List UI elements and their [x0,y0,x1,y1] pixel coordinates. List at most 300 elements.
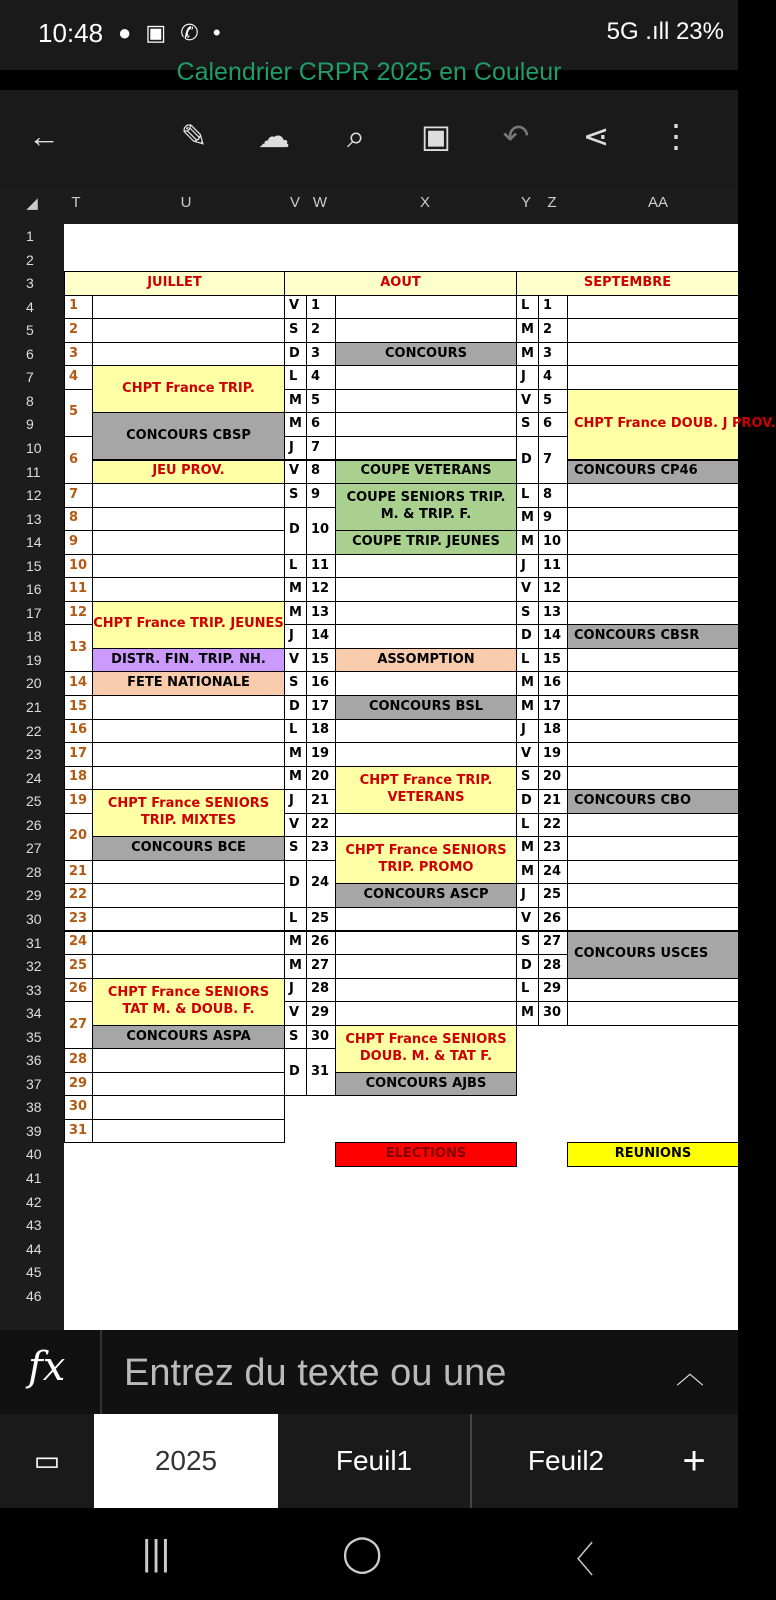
aout-day-number[interactable]: 27 [306,954,336,979]
cell[interactable] [92,295,285,320]
juillet-day-number[interactable]: 25 [64,954,93,979]
juillet-day-number[interactable]: 26 [64,978,93,1003]
row-header[interactable]: 6 [26,345,34,362]
septembre-weekday[interactable]: L [516,648,539,673]
juillet-day-number[interactable]: 14 [64,671,93,696]
juillet-day-number[interactable]: 2 [64,318,93,343]
cell[interactable] [567,554,739,579]
cell[interactable] [567,483,739,508]
septembre-day-number[interactable]: 6 [538,412,568,437]
juillet-day-number[interactable]: 19 [64,789,93,814]
column-header-t[interactable]: T [71,194,81,211]
tab-feuil2[interactable]: Feuil2 [527,1445,605,1476]
juillet-day-number[interactable]: 18 [64,766,93,791]
aout-event[interactable]: CONCOURS AJBS [335,1072,517,1097]
aout-day-number[interactable]: 31 [306,1048,336,1096]
search-icon[interactable]: ⌕ [347,118,365,154]
juillet-day-number[interactable]: 24 [64,931,93,956]
septembre-weekday[interactable]: L [516,978,539,1003]
septembre-day-number[interactable]: 13 [538,601,568,626]
cell[interactable] [567,342,739,367]
aout-weekday[interactable]: V [284,460,307,485]
aout-day-number[interactable]: 15 [306,648,336,673]
column-header-v[interactable]: V [289,194,300,211]
septembre-day-number[interactable]: 5 [538,389,568,414]
septembre-day-number[interactable]: 26 [538,907,568,932]
sheets-list-icon[interactable]: ▭ [33,1445,61,1476]
cell[interactable] [92,860,285,885]
row-header[interactable]: 28 [26,863,42,880]
aout-weekday[interactable]: M [284,931,307,956]
aout-day-number[interactable]: 12 [306,577,336,602]
cell[interactable] [92,742,285,767]
septembre-weekday[interactable]: M [516,507,539,532]
cell[interactable] [92,931,285,956]
aout-weekday[interactable]: J [284,978,307,1003]
cell[interactable] [335,365,517,390]
row-header[interactable]: 10 [26,439,42,456]
row-header[interactable]: 40 [26,1146,42,1163]
row-header[interactable]: 38 [26,1099,42,1116]
cell[interactable] [335,1001,517,1026]
aout-weekday[interactable]: S [284,671,307,696]
aout-event[interactable]: COUPE TRIP. JEUNES [335,530,517,555]
aout-weekday[interactable]: M [284,601,307,626]
chevron-up-icon[interactable]: ︿ [675,1358,704,1389]
septembre-day-number[interactable]: 14 [538,624,568,649]
juillet-event[interactable]: CHPT France TRIP. JEUNES [92,601,285,649]
juillet-event[interactable]: CONCOURS ASPA [92,1025,285,1050]
aout-day-number[interactable]: 20 [306,766,336,791]
row-header[interactable]: 33 [26,981,42,998]
cell[interactable] [335,295,517,320]
cell[interactable] [567,978,739,1003]
juillet-day-number[interactable]: 4 [64,365,93,390]
cell[interactable] [92,342,285,367]
cell[interactable] [335,436,517,461]
cell[interactable] [92,1119,285,1144]
aout-day-number[interactable]: 30 [306,1025,336,1050]
juillet-day-number[interactable]: 23 [64,907,93,932]
row-header[interactable]: 9 [26,416,34,433]
cell[interactable] [567,577,739,602]
cell[interactable] [567,601,739,626]
cell[interactable] [335,577,517,602]
aout-weekday[interactable]: S [284,483,307,508]
cell[interactable] [335,954,517,979]
legend-elections[interactable]: ELECTIONS [335,1142,517,1167]
row-header[interactable]: 32 [26,958,42,975]
aout-day-number[interactable]: 29 [306,1001,336,1026]
aout-day-number[interactable]: 23 [306,836,336,861]
aout-event[interactable]: CONCOURS [335,342,517,367]
aout-day-number[interactable]: 11 [306,554,336,579]
septembre-day-number[interactable]: 22 [538,813,568,838]
septembre-day-number[interactable]: 29 [538,978,568,1003]
septembre-day-number[interactable]: 15 [538,648,568,673]
row-header[interactable]: 39 [26,1122,42,1139]
column-header-u[interactable]: U [180,194,192,211]
aout-event[interactable]: COUPE VETERANS [335,460,517,485]
septembre-weekday[interactable]: M [516,530,539,555]
row-header[interactable]: 35 [26,1028,42,1045]
septembre-day-number[interactable]: 21 [538,789,568,814]
row-header[interactable]: 29 [26,887,42,904]
juillet-day-number[interactable]: 12 [64,601,93,626]
juillet-day-number[interactable]: 17 [64,742,93,767]
cell[interactable] [92,483,285,508]
cell[interactable] [335,554,517,579]
aout-weekday[interactable]: S [284,1025,307,1050]
septembre-weekday[interactable]: D [516,624,539,649]
back-icon[interactable]: 〈 [558,1539,595,1580]
septembre-weekday[interactable]: J [516,719,539,744]
septembre-weekday[interactable]: D [516,789,539,814]
juillet-event[interactable]: CHPT France TRIP. [92,365,285,413]
septembre-day-number[interactable]: 2 [538,318,568,343]
cell[interactable] [335,931,517,956]
cell[interactable] [92,719,285,744]
cell[interactable] [92,907,285,932]
juillet-day-number[interactable]: 11 [64,577,93,602]
fx-icon[interactable]: fx [28,1344,66,1390]
row-header[interactable]: 11 [26,463,41,480]
septembre-weekday[interactable]: M [516,342,539,367]
juillet-event[interactable]: FETE NATIONALE [92,671,285,696]
aout-day-number[interactable]: 3 [306,342,336,367]
tab-2025[interactable]: 2025 [94,1414,278,1508]
juillet-day-number[interactable]: 9 [64,530,93,555]
month-header-aout[interactable]: AOUT [284,271,517,296]
septembre-weekday[interactable]: M [516,860,539,885]
column-header-y[interactable]: Y [520,194,531,211]
cell[interactable] [567,695,739,720]
cell[interactable] [567,883,739,908]
cell[interactable] [335,907,517,932]
aout-weekday[interactable]: D [284,1048,307,1096]
juillet-day-number[interactable]: 8 [64,507,93,532]
juillet-event[interactable]: CONCOURS CBSP [92,412,285,460]
cell[interactable] [567,507,739,532]
row-header[interactable]: 3 [26,275,34,292]
juillet-event[interactable]: CHPT France SENIORS TRIP. MIXTES [92,789,285,837]
septembre-day-number[interactable]: 17 [538,695,568,720]
septembre-event[interactable]: CONCOURS CP46 [567,460,739,485]
aout-day-number[interactable]: 2 [306,318,336,343]
row-header[interactable]: 30 [26,910,42,927]
aout-event[interactable]: CONCOURS ASCP [335,883,517,908]
juillet-day-number[interactable]: 29 [64,1072,93,1097]
row-header[interactable]: 19 [26,651,42,668]
cell[interactable] [92,1072,285,1097]
juillet-day-number[interactable]: 31 [64,1119,93,1144]
septembre-day-number[interactable]: 11 [538,554,568,579]
more-icon[interactable]: ⋮ [660,118,692,154]
row-header[interactable]: 45 [26,1264,42,1281]
septembre-day-number[interactable]: 1 [538,295,568,320]
septembre-day-number[interactable]: 9 [538,507,568,532]
row-header[interactable]: 21 [26,699,42,715]
row-header[interactable]: 17 [26,604,42,621]
row-header[interactable]: 20 [26,675,42,692]
septembre-weekday[interactable]: J [516,365,539,390]
row-header[interactable]: 23 [26,746,42,763]
save-icon[interactable]: ▣ [420,118,452,154]
select-all-corner[interactable]: ◢ [26,195,38,212]
aout-weekday[interactable]: V [284,295,307,320]
septembre-weekday[interactable]: D [516,436,539,484]
row-header[interactable]: 2 [26,251,34,268]
juillet-day-number[interactable]: 5 [64,389,93,437]
row-header[interactable]: 43 [26,1217,42,1234]
aout-weekday[interactable]: V [284,648,307,673]
cell[interactable] [567,530,739,555]
column-header-x[interactable]: X [419,194,430,211]
aout-weekday[interactable]: L [284,907,307,932]
juillet-day-number[interactable]: 28 [64,1048,93,1073]
cell[interactable] [92,766,285,791]
add-sheet-button[interactable]: + [682,1439,706,1483]
juillet-day-number[interactable]: 6 [64,436,93,484]
juillet-day-number[interactable]: 13 [64,624,93,672]
row-header[interactable]: 31 [26,934,42,951]
cell[interactable] [335,813,517,838]
cell[interactable] [335,601,517,626]
cell[interactable] [92,577,285,602]
septembre-weekday[interactable]: M [516,318,539,343]
septembre-day-number[interactable]: 19 [538,742,568,767]
cell[interactable] [92,554,285,579]
septembre-weekday[interactable]: S [516,601,539,626]
cell[interactable] [335,719,517,744]
aout-event[interactable]: ASSOMPTION [335,648,517,673]
septembre-weekday[interactable]: D [516,954,539,979]
row-header[interactable]: 24 [26,769,42,786]
tab-feuil1[interactable]: Feuil1 [278,1414,472,1508]
septembre-weekday[interactable]: M [516,836,539,861]
cell[interactable] [567,836,739,861]
cell[interactable] [92,507,285,532]
row-header[interactable]: 26 [26,816,42,833]
cell[interactable] [567,671,739,696]
share-icon[interactable]: ⋖ [582,118,610,154]
aout-weekday[interactable]: V [284,1001,307,1026]
undo-icon[interactable]: ↶ [502,118,530,154]
aout-event[interactable]: COUPE SENIORS TRIP. M. & TRIP. F. [335,483,517,531]
row-header[interactable]: 18 [26,628,42,645]
septembre-weekday[interactable]: J [516,554,539,579]
septembre-weekday[interactable]: V [516,389,539,414]
juillet-event[interactable]: CONCOURS BCE [92,836,285,861]
aout-weekday[interactable]: M [284,742,307,767]
row-header[interactable]: 46 [26,1287,42,1304]
juillet-day-number[interactable]: 22 [64,883,93,908]
septembre-day-number[interactable]: 23 [538,836,568,861]
aout-day-number[interactable]: 25 [306,907,336,932]
septembre-day-number[interactable]: 20 [538,766,568,791]
row-header[interactable]: 7 [26,369,34,386]
spreadsheet[interactable] [0,186,776,1330]
juillet-event[interactable]: DISTR. FIN. TRIP. NH. [92,648,285,673]
aout-weekday[interactable]: M [284,766,307,791]
cell[interactable] [335,978,517,1003]
septembre-day-number[interactable]: 24 [538,860,568,885]
aout-weekday[interactable]: M [284,389,307,414]
cell[interactable] [567,365,739,390]
juillet-day-number[interactable]: 20 [64,813,93,861]
aout-event[interactable]: CHPT France TRIP. VETERANS [335,766,517,814]
juillet-day-number[interactable]: 3 [64,342,93,367]
cell[interactable] [567,719,739,744]
row-header[interactable]: 22 [26,722,42,739]
septembre-weekday[interactable]: M [516,695,539,720]
aout-event[interactable]: CONCOURS BSL [335,695,517,720]
legend-reunions[interactable]: REUNIONS [567,1142,739,1167]
septembre-weekday[interactable]: V [516,742,539,767]
cell[interactable] [335,412,517,437]
juillet-day-number[interactable]: 10 [64,554,93,579]
aout-event[interactable]: CHPT France SENIORS DOUB. M. & TAT F. [335,1025,517,1073]
septembre-event[interactable]: CONCOURS USCES [567,931,739,979]
cell[interactable] [92,954,285,979]
juillet-day-number[interactable]: 21 [64,860,93,885]
septembre-weekday[interactable]: L [516,483,539,508]
aout-weekday[interactable]: M [284,577,307,602]
row-header[interactable]: 37 [26,1075,42,1092]
aout-day-number[interactable]: 13 [306,601,336,626]
pen-icon[interactable]: ✎ [180,118,208,154]
row-header[interactable]: 44 [26,1240,42,1257]
row-header[interactable]: 27 [26,840,42,857]
aout-day-number[interactable]: 17 [306,695,336,720]
septembre-weekday[interactable]: M [516,1001,539,1026]
aout-day-number[interactable]: 8 [306,460,336,485]
cloud-upload-icon[interactable]: ☁ [258,118,290,154]
row-header[interactable]: 8 [26,392,34,409]
juillet-day-number[interactable]: 15 [64,695,93,720]
cell[interactable] [92,1048,285,1073]
aout-day-number[interactable]: 7 [306,436,336,461]
cell[interactable] [567,860,739,885]
aout-day-number[interactable]: 26 [306,931,336,956]
aout-weekday[interactable]: M [284,954,307,979]
aout-weekday[interactable]: J [284,624,307,649]
cell[interactable] [335,671,517,696]
aout-day-number[interactable]: 4 [306,365,336,390]
septembre-weekday[interactable]: V [516,907,539,932]
aout-day-number[interactable]: 1 [306,295,336,320]
cell[interactable] [567,907,739,932]
row-header[interactable]: 1 [26,228,34,244]
month-header-juillet[interactable]: JUILLET [64,271,285,296]
septembre-weekday[interactable]: J [516,883,539,908]
row-header[interactable]: 42 [26,1193,42,1210]
septembre-day-number[interactable]: 4 [538,365,568,390]
row-header[interactable]: 13 [26,510,42,527]
aout-weekday[interactable]: L [284,554,307,579]
cell[interactable] [567,813,739,838]
septembre-event[interactable]: CONCOURS CBSR [567,624,739,649]
juillet-event[interactable]: CHPT France SENIORS TAT M. & DOUB. F. [92,978,285,1026]
juillet-day-number[interactable]: 1 [64,295,93,320]
cell[interactable] [567,766,739,791]
septembre-day-number[interactable]: 16 [538,671,568,696]
septembre-event[interactable]: CONCOURS CBO [567,789,739,814]
cell[interactable] [92,318,285,343]
aout-weekday[interactable]: J [284,789,307,814]
cell[interactable] [92,1095,285,1120]
septembre-weekday[interactable]: S [516,931,539,956]
cell[interactable] [335,624,517,649]
home-icon[interactable]: ◯ [342,1532,383,1573]
aout-day-number[interactable]: 21 [306,789,336,814]
row-header[interactable]: 16 [26,581,42,598]
cell[interactable] [567,318,739,343]
septembre-weekday[interactable]: S [516,766,539,791]
row-header[interactable]: 41 [26,1170,42,1186]
cell[interactable] [567,648,739,673]
cell[interactable] [567,742,739,767]
aout-day-number[interactable]: 16 [306,671,336,696]
formula-input[interactable]: Entrez du texte ou une [124,1352,507,1394]
juillet-event[interactable]: JEU PROV. [92,460,285,485]
aout-weekday[interactable]: S [284,836,307,861]
aout-weekday[interactable]: L [284,719,307,744]
juillet-day-number[interactable]: 7 [64,483,93,508]
septembre-weekday[interactable]: L [516,813,539,838]
row-header[interactable]: 25 [26,793,42,810]
juillet-day-number[interactable]: 16 [64,719,93,744]
septembre-event[interactable]: CHPT France DOUB. J PROV. [567,389,739,461]
aout-weekday[interactable]: D [284,507,307,555]
cell[interactable] [92,883,285,908]
column-header-w[interactable]: W [312,194,328,211]
back-arrow-icon[interactable]: ← [28,118,60,154]
row-header[interactable]: 14 [26,534,42,551]
aout-weekday[interactable]: S [284,318,307,343]
cell-grid[interactable] [64,224,776,1330]
juillet-day-number[interactable]: 30 [64,1095,93,1120]
cell[interactable] [335,389,517,414]
aout-weekday[interactable]: J [284,436,307,461]
septembre-day-number[interactable]: 30 [538,1001,568,1026]
aout-weekday[interactable]: D [284,342,307,367]
row-header[interactable]: 4 [26,298,34,315]
septembre-weekday[interactable]: M [516,671,539,696]
septembre-day-number[interactable]: 25 [538,883,568,908]
cell[interactable] [92,530,285,555]
aout-weekday[interactable]: V [284,813,307,838]
row-header[interactable]: 36 [26,1052,42,1069]
row-header[interactable]: 12 [26,487,42,504]
aout-weekday[interactable]: D [284,695,307,720]
aout-event[interactable]: CHPT France SENIORS TRIP. PROMO [335,836,517,884]
cell[interactable] [567,1001,739,1026]
aout-day-number[interactable]: 22 [306,813,336,838]
septembre-day-number[interactable]: 3 [538,342,568,367]
row-header[interactable]: 34 [26,1005,42,1022]
row-header[interactable]: 5 [26,322,34,339]
aout-weekday[interactable]: L [284,365,307,390]
septembre-weekday[interactable]: V [516,577,539,602]
septembre-day-number[interactable]: 18 [538,719,568,744]
column-header-z[interactable]: Z [547,194,557,211]
cell[interactable] [335,742,517,767]
septembre-day-number[interactable]: 10 [538,530,568,555]
month-header-septembre[interactable]: SEPTEMBRE [516,271,739,296]
septembre-day-number[interactable]: 12 [538,577,568,602]
cell[interactable] [335,318,517,343]
